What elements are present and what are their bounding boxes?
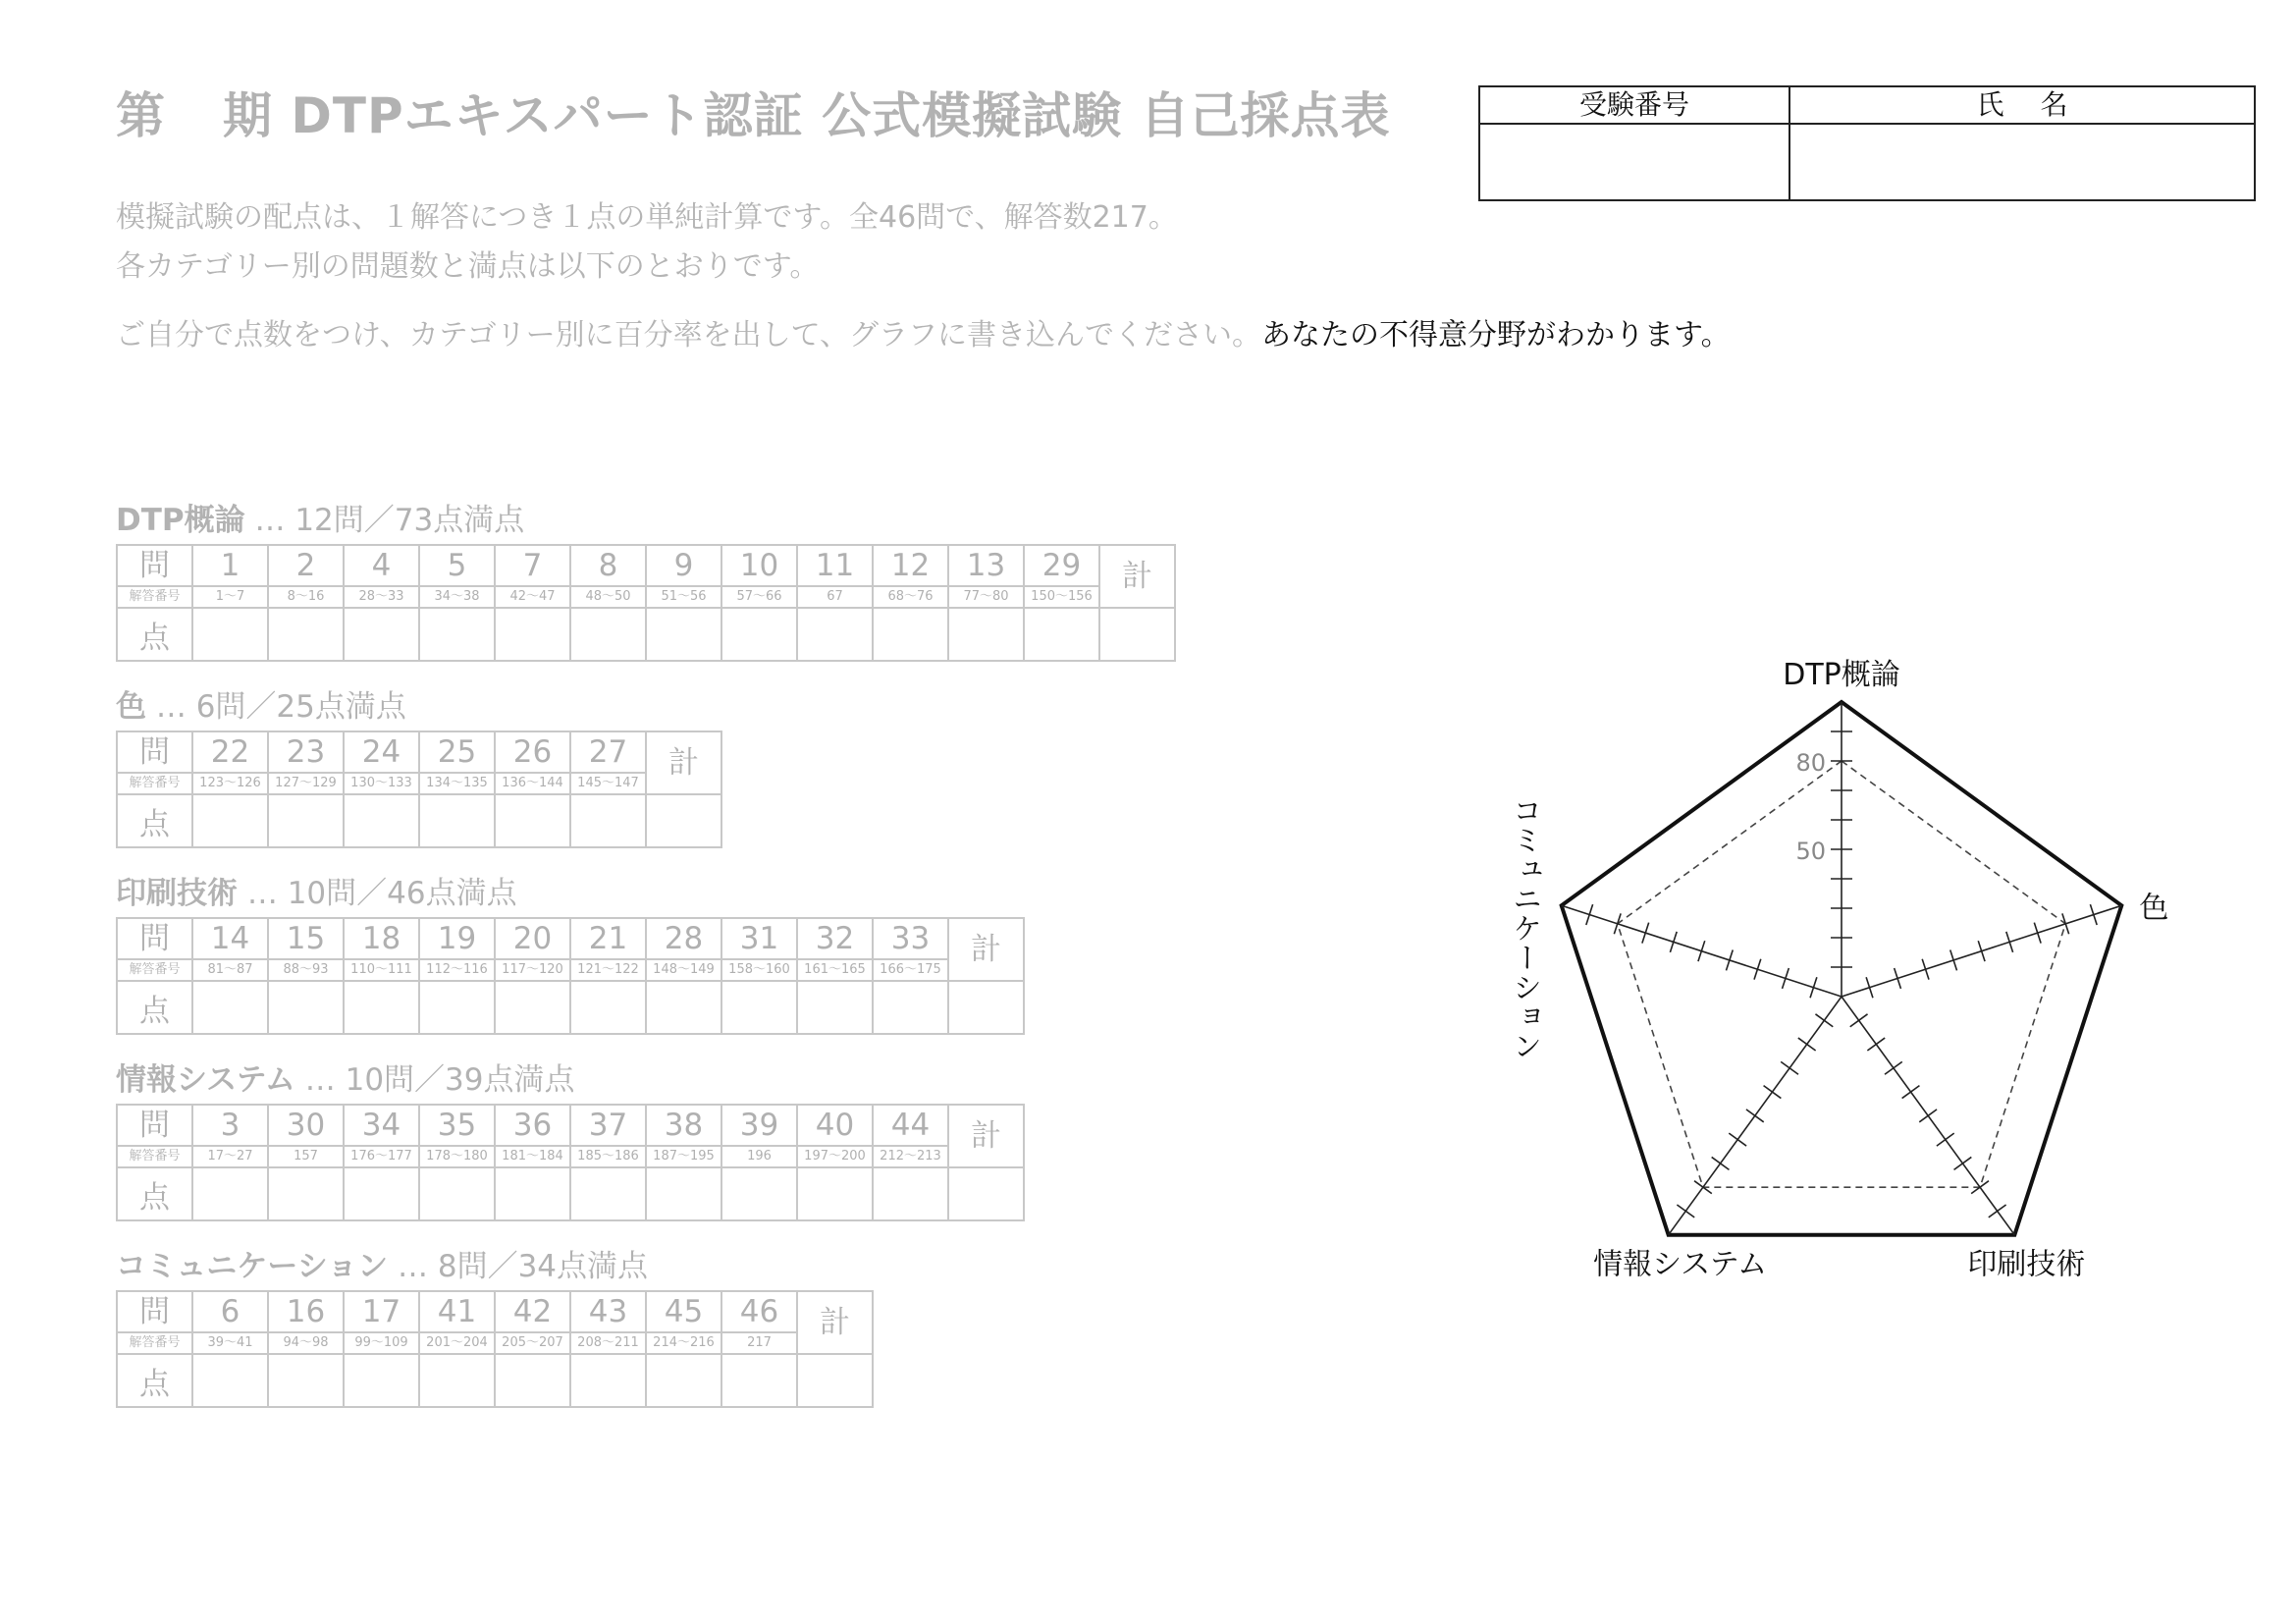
answer-range: 208～211 [570,1332,646,1354]
section-meta: … 10問／46点満点 [238,876,517,911]
range-header: 解答番号 [117,586,192,608]
answer-range: 48～50 [570,586,646,608]
section-2 [116,874,1025,1035]
answer-range: 134～135 [419,773,495,794]
points-header: 点 [117,608,192,661]
answer-range: 1～7 [192,586,268,608]
axis-label-communication: コミュニケーション [1507,795,1542,1061]
title-prefix: 第 [116,87,166,144]
question-number: 43 [570,1291,646,1332]
answer-range: 39～41 [192,1332,268,1354]
section-title [116,1060,1025,1100]
section-meta: … 8問／34点満点 [388,1249,649,1284]
answer-range: 187～195 [646,1146,721,1167]
score-cell[interactable] [419,608,495,661]
radar-tick [1919,1110,1937,1122]
radar-tick [1902,1086,1920,1099]
score-cell[interactable] [495,1354,570,1407]
answer-range: 136～144 [495,773,570,794]
question-number: 31 [721,918,797,959]
score-cell[interactable] [192,794,268,847]
name-field[interactable] [1790,125,2254,199]
radar-tick [1989,1205,2006,1218]
answer-range: 145～147 [570,773,646,794]
radar-tick [1712,1157,1730,1169]
radar-chart [1463,619,2248,1326]
question-number: 11 [797,545,873,586]
question-number: 32 [797,918,873,959]
title-main: 期 DTPエキスパート認証 公式模擬試験 自己採点表 [223,87,1391,144]
total-cell[interactable] [948,981,1024,1034]
score-cell[interactable] [495,608,570,661]
score-cell[interactable] [344,1167,419,1220]
question-number: 4 [344,545,419,586]
radar-tick [1937,1133,1954,1146]
radar-tick [1729,1133,1746,1146]
question-number: 35 [419,1105,495,1146]
intro-line-3-dark: あなたの不得意分野がわかります。 [1261,318,1731,352]
score-cell[interactable] [646,608,721,661]
score-cell[interactable] [192,981,268,1034]
score-cell[interactable] [268,608,344,661]
section-name: 印刷技術 [116,876,238,911]
score-cell[interactable] [570,1167,646,1220]
section-title [116,1247,874,1286]
answer-range: 166～175 [873,959,948,981]
score-cell[interactable] [646,981,721,1034]
section-meta: … 6問／25点満点 [146,689,406,725]
answer-range: 157 [268,1146,344,1167]
question-number: 24 [344,731,419,773]
answer-range: 181～184 [495,1146,570,1167]
axis-label-info: 情報システム [1593,1247,1768,1282]
question-number: 2 [268,545,344,586]
score-cell[interactable] [192,1167,268,1220]
answer-range: 178～180 [419,1146,495,1167]
section-1 [116,687,722,848]
total-cell[interactable] [1099,608,1175,661]
radar-tick-label: 80 [1795,749,1826,777]
total-header: 計 [797,1291,873,1354]
total-header: 計 [646,731,721,794]
question-number: 29 [1024,545,1099,586]
points-header: 点 [117,1167,192,1220]
question-number: 14 [192,918,268,959]
score-cell[interactable] [570,981,646,1034]
score-cell[interactable] [268,794,344,847]
section-title [116,687,722,727]
intro-line-1: 模擬試験の配点は、１解答につき１点の単純計算です。全46問で、解答数217。 [116,200,1178,235]
question-header: 問 [117,918,192,959]
question-number: 26 [495,731,570,773]
question-number: 28 [646,918,721,959]
total-header: 計 [1099,545,1175,608]
intro-line-2: 各カテゴリー別の問題数と満点は以下のとおりです。 [116,249,820,284]
question-number: 21 [570,918,646,959]
section-name: コミュニケーション [116,1249,389,1284]
radar-tick [1764,1086,1782,1099]
answer-range: 214～216 [646,1332,721,1354]
exam-number-label: 受験番号 [1480,87,1790,125]
score-table [116,544,1176,662]
question-number: 25 [419,731,495,773]
score-cell[interactable] [721,1167,797,1220]
answer-range: 42～47 [495,586,570,608]
score-cell[interactable] [570,794,646,847]
points-header: 点 [117,1354,192,1407]
score-cell[interactable] [873,608,948,661]
score-cell[interactable] [192,608,268,661]
question-number: 8 [570,545,646,586]
radar-tick [1798,1038,1816,1051]
answer-range: 217 [721,1332,797,1354]
score-cell[interactable] [1024,608,1099,661]
section-title [116,501,1176,540]
axis-label-color: 色 [2139,891,2169,926]
question-number: 23 [268,731,344,773]
section-3 [116,1060,1025,1221]
section-meta: … 10問／39点満点 [294,1062,575,1098]
score-cell[interactable] [344,1354,419,1407]
answer-range: 185～186 [570,1146,646,1167]
score-table [116,731,722,848]
question-number: 36 [495,1105,570,1146]
points-header: 点 [117,981,192,1034]
question-number: 38 [646,1105,721,1146]
question-number: 27 [570,731,646,773]
intro-line-3 [116,310,1731,353]
score-table [116,1104,1025,1221]
score-cell[interactable] [873,1167,948,1220]
question-number: 44 [873,1105,948,1146]
score-cell[interactable] [268,1354,344,1407]
score-table [116,1290,874,1408]
answer-range: 57～66 [721,586,797,608]
points-header: 点 [117,794,192,847]
radar-tick [1885,1061,1902,1074]
score-cell[interactable] [495,794,570,847]
section-name: DTP概論 [116,503,245,538]
question-number: 1 [192,545,268,586]
axis-label-dtp: DTP概論 [1783,658,1900,692]
question-number: 13 [948,545,1024,586]
answer-range: 212～213 [873,1146,948,1167]
score-cell[interactable] [646,1354,721,1407]
radar-tick-label: 50 [1795,838,1826,865]
radar-tick [1954,1157,1972,1169]
answer-range: 130～133 [344,773,419,794]
score-cell[interactable] [495,1167,570,1220]
score-cell[interactable] [797,981,873,1034]
section-4 [116,1247,874,1408]
answer-range: 67 [797,586,873,608]
answer-range: 176～177 [344,1146,419,1167]
question-number: 46 [721,1291,797,1332]
answer-range: 205～207 [495,1332,570,1354]
answer-range: 77～80 [948,586,1024,608]
page-title [116,77,1390,147]
answer-range: 121～122 [570,959,646,981]
question-number: 10 [721,545,797,586]
answer-range: 34～38 [419,586,495,608]
score-cell[interactable] [721,1354,797,1407]
score-cell[interactable] [570,1354,646,1407]
question-number: 5 [419,545,495,586]
question-number: 34 [344,1105,419,1146]
radar-tick [1781,1061,1798,1074]
answer-range: 148～149 [646,959,721,981]
name-label: 氏 名 [1790,87,2254,125]
question-number: 20 [495,918,570,959]
question-number: 15 [268,918,344,959]
score-table [116,917,1025,1035]
question-number: 9 [646,545,721,586]
radar-tick [1850,1014,1868,1027]
question-number: 7 [495,545,570,586]
total-cell[interactable] [797,1354,873,1407]
score-cell[interactable] [495,981,570,1034]
range-header: 解答番号 [117,773,192,794]
range-header: 解答番号 [117,1146,192,1167]
answer-range: 158～160 [721,959,797,981]
section-title [116,874,1025,913]
id-box [1478,85,2256,201]
question-number: 41 [419,1291,495,1332]
score-cell[interactable] [646,1167,721,1220]
exam-number-field[interactable] [1480,125,1790,199]
score-cell[interactable] [192,1354,268,1407]
total-cell[interactable] [948,1167,1024,1220]
question-number: 30 [268,1105,344,1146]
answer-range: 51～56 [646,586,721,608]
question-number: 45 [646,1291,721,1332]
question-number: 37 [570,1105,646,1146]
score-cell[interactable] [419,1167,495,1220]
question-number: 12 [873,545,948,586]
answer-range: 161～165 [797,959,873,981]
question-header: 問 [117,1105,192,1146]
total-cell[interactable] [646,794,721,847]
question-number: 40 [797,1105,873,1146]
answer-range: 17～27 [192,1146,268,1167]
radar-tick [1815,1014,1833,1027]
answer-range: 150～156 [1024,586,1099,608]
score-cell[interactable] [344,794,419,847]
question-number: 19 [419,918,495,959]
answer-range: 68～76 [873,586,948,608]
score-cell[interactable] [268,981,344,1034]
answer-range: 201～204 [419,1332,495,1354]
question-header: 問 [117,731,192,773]
answer-range: 197～200 [797,1146,873,1167]
answer-range: 112～116 [419,959,495,981]
score-cell[interactable] [948,608,1024,661]
radar-tick [1746,1110,1764,1122]
score-cell[interactable] [268,1167,344,1220]
answer-range: 123～126 [192,773,268,794]
section-name: 情報システム [116,1062,295,1098]
question-number: 22 [192,731,268,773]
total-header: 計 [948,918,1024,981]
score-cell[interactable] [873,981,948,1034]
intro-line-3-gray: ご自分で点数をつけ、カテゴリー別に百分率を出して、グラフに書き込んでください。 [116,318,1261,352]
score-cell[interactable] [570,608,646,661]
radar-tick [1867,1038,1885,1051]
answer-range: 81～87 [192,959,268,981]
question-number: 3 [192,1105,268,1146]
score-cell[interactable] [419,981,495,1034]
answer-range: 99～109 [344,1332,419,1354]
question-number: 42 [495,1291,570,1332]
answer-range: 8～16 [268,586,344,608]
score-cell[interactable] [797,1167,873,1220]
answer-range: 127～129 [268,773,344,794]
score-cell[interactable] [721,608,797,661]
score-cell[interactable] [419,794,495,847]
question-number: 17 [344,1291,419,1332]
axis-label-printing: 印刷技術 [1967,1247,2086,1282]
question-number: 33 [873,918,948,959]
range-header: 解答番号 [117,959,192,981]
question-number: 6 [192,1291,268,1332]
score-cell[interactable] [721,981,797,1034]
section-meta: … 12問／73点満点 [244,503,525,538]
score-cell[interactable] [797,608,873,661]
question-number: 39 [721,1105,797,1146]
answer-range: 94～98 [268,1332,344,1354]
answer-range: 28～33 [344,586,419,608]
score-cell[interactable] [419,1354,495,1407]
section-name: 色 [116,689,146,725]
answer-range: 196 [721,1146,797,1167]
answer-range: 88～93 [268,959,344,981]
answer-range: 110～111 [344,959,419,981]
answer-range: 117～120 [495,959,570,981]
question-number: 16 [268,1291,344,1332]
radar-tick [1677,1205,1694,1218]
range-header: 解答番号 [117,1332,192,1354]
question-header: 問 [117,545,192,586]
total-header: 計 [948,1105,1024,1167]
score-cell[interactable] [344,981,419,1034]
question-number: 18 [344,918,419,959]
score-cell[interactable] [344,608,419,661]
section-0 [116,501,1176,662]
question-header: 問 [117,1291,192,1332]
